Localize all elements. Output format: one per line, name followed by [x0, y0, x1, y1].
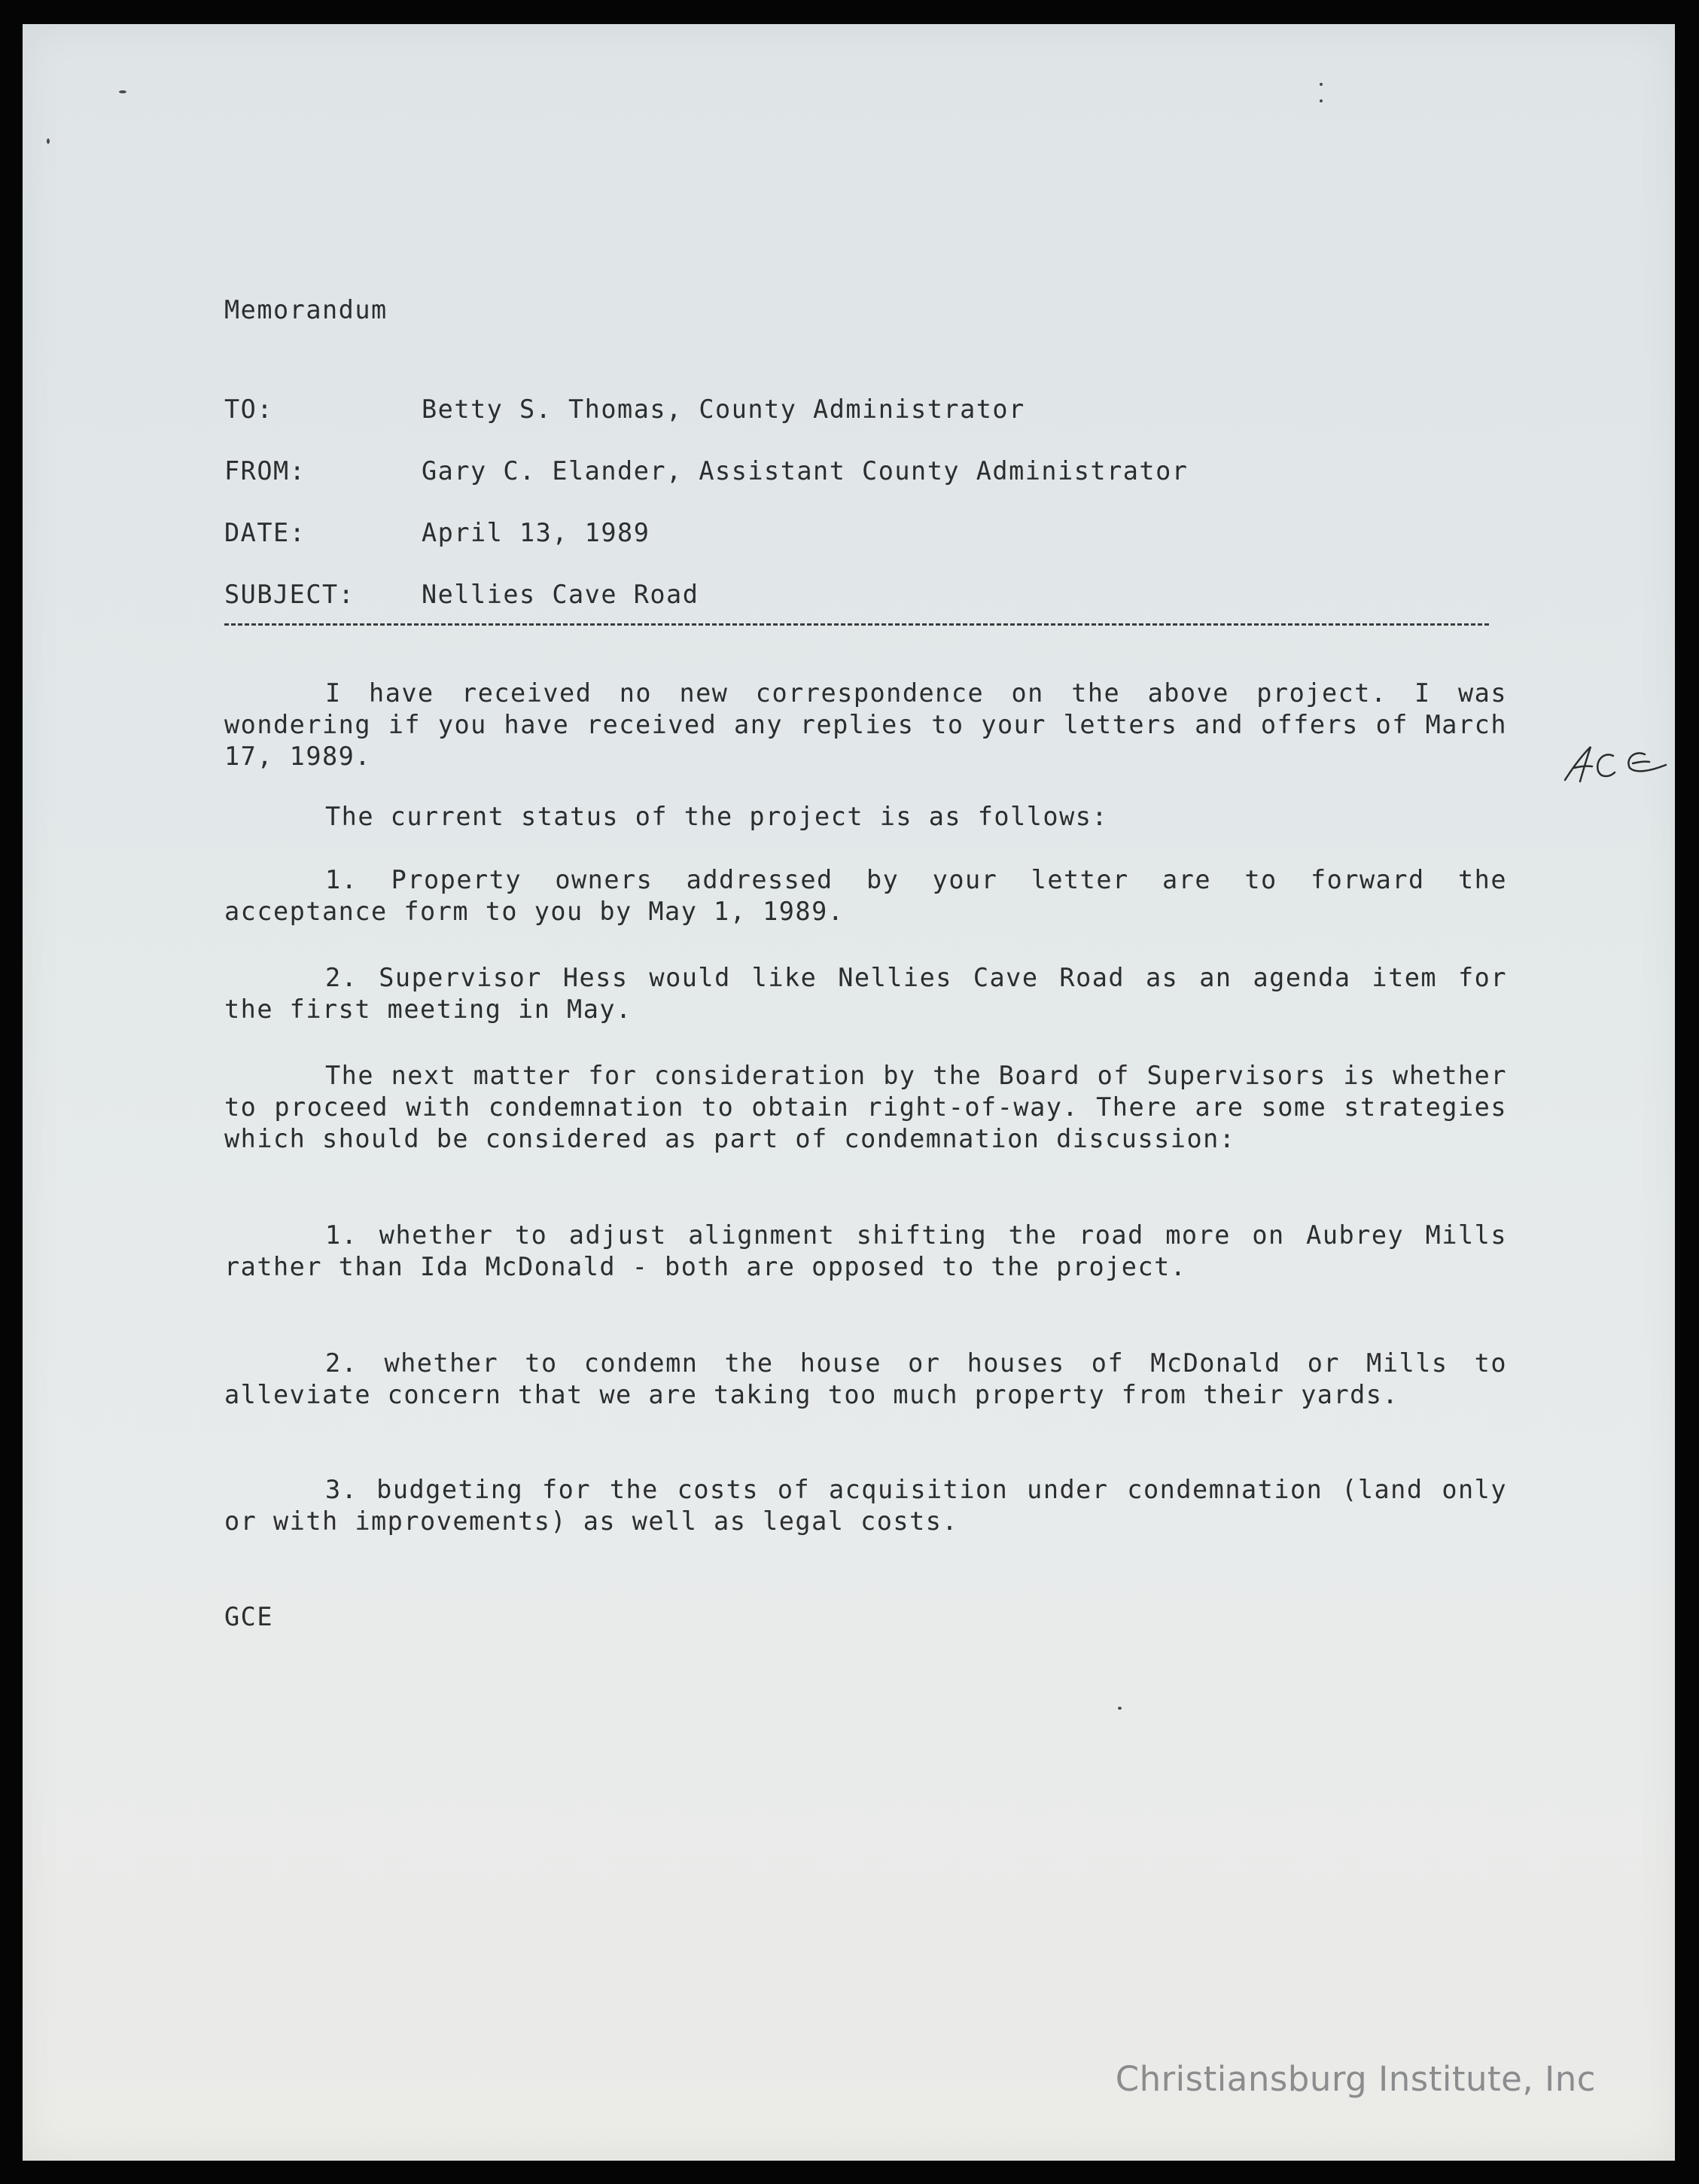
- subject-label: SUBJECT:: [224, 580, 355, 609]
- strategy-item-2: 2. whether to condemn the house or houses of McDonald or Mills to alleviate concern that we are taking too much property from their yards.: [224, 1348, 1507, 1409]
- from-value: Gary C. Elander, Assistant County Administrator: [422, 456, 1189, 486]
- subject-value: Nellies Cave Road: [422, 580, 699, 609]
- memo-title: Memorandum: [224, 295, 388, 324]
- memo-paper: [23, 24, 1675, 2161]
- paper-speck: [1320, 99, 1323, 102]
- paragraph-next-matter: The next matter for consideration by the Board of Supervisors is whether to proceed with condemnation to obtain right-of-way. There are some strategies which should be considered as part of condemnation discussion:: [224, 1061, 1507, 1153]
- strategy-item-1: 1. whether to adjust alignment shifting the road more on Aubrey Mills rather than Ida McDonald - both are opposed to the project.: [224, 1220, 1507, 1281]
- status-item-1: 1. Property owners addressed by your letter are to forward the acceptance form to you by May 1, 1989.: [224, 865, 1507, 926]
- date-value: April 13, 1989: [422, 518, 650, 547]
- strategy-item-3: 3. budgeting for the costs of acquisition under condemnation (land only or with improvements) as well as legal costs.: [224, 1475, 1507, 1536]
- archive-watermark: Christiansburg Institute, Inc: [1115, 2059, 1596, 2099]
- from-label: FROM:: [224, 456, 306, 486]
- date-label: DATE:: [224, 518, 306, 547]
- header-divider: [224, 623, 1489, 626]
- paper-speck: [47, 139, 50, 144]
- paper-speck: [1118, 1707, 1122, 1710]
- paper-speck: [1320, 83, 1323, 86]
- paragraph-intro: I have received no new correspondence on the above project. I was wondering if you have received any replies to your letters and offers of March 17, 1989.: [224, 678, 1507, 771]
- status-item-2: 2. Supervisor Hess would like Nellies Cave Road as an agenda item for the first meeting in May.: [224, 963, 1507, 1024]
- to-value: Betty S. Thomas, County Administrator: [422, 394, 1025, 424]
- to-label: TO:: [224, 394, 274, 424]
- paragraph-status: The current status of the project is as follows:: [325, 802, 1109, 831]
- handwritten-initials: [1560, 741, 1681, 786]
- sign-off-initials: GCE: [224, 1602, 274, 1631]
- paper-speck: [119, 90, 126, 93]
